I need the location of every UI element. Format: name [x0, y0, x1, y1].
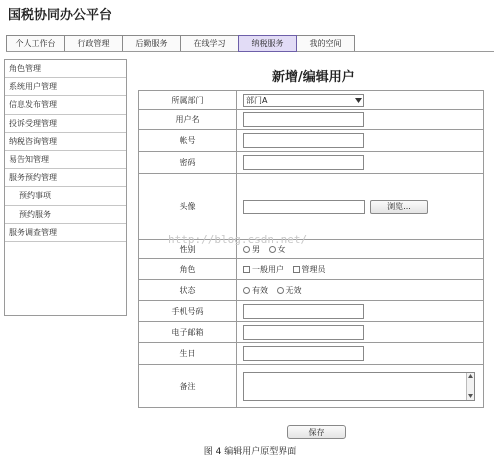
department-label: 所属部门	[139, 91, 237, 110]
chevron-down-icon	[354, 95, 363, 106]
sidebar-item-system-user-management[interactable]: 系统用户管理	[5, 78, 126, 96]
checkbox-icon	[243, 266, 250, 273]
page-title: 新增/编辑用户	[272, 70, 355, 85]
password-label: 密码	[139, 152, 237, 174]
gender-option-female[interactable]: 女	[269, 244, 286, 255]
form-row-username	[139, 110, 484, 130]
form-row-account	[139, 130, 484, 152]
account-input[interactable]	[243, 133, 364, 148]
role-option-normal-user[interactable]: 一般用户	[243, 264, 284, 275]
form-row-phone	[139, 301, 484, 322]
status-option-valid[interactable]: 有效	[243, 285, 268, 296]
tab-logistics[interactable]: 后勤服务	[122, 35, 181, 52]
account-label: 帐号	[139, 130, 237, 152]
birthday-label: 生日	[139, 343, 237, 365]
sidebar-item-survey-management[interactable]: 服务调查管理	[5, 224, 126, 242]
department-select-value: 部门A	[246, 95, 268, 105]
department-select[interactable]	[243, 94, 364, 107]
figure-caption: 图 4 编辑用户原型界面	[203, 447, 297, 457]
username-label: 用户名	[139, 110, 237, 130]
avatar-file-input[interactable]	[243, 200, 365, 214]
browse-button[interactable]: 浏览...	[370, 200, 428, 214]
checkbox-icon	[293, 266, 300, 273]
remarks-scrollbar[interactable]	[466, 373, 474, 400]
gender-label: 性别	[139, 240, 237, 259]
radio-icon	[269, 246, 276, 253]
role-option-admin[interactable]: 管理员	[293, 264, 326, 275]
form-row-department	[139, 91, 484, 110]
form-row-birthday	[139, 343, 484, 365]
watermark: http://blog.csdn.net/	[168, 233, 308, 246]
username-input[interactable]	[243, 112, 364, 127]
form-row-remarks	[139, 365, 484, 408]
tab-online-learning[interactable]: 在线学习	[180, 35, 239, 52]
radio-icon	[243, 246, 250, 253]
avatar-label: 头像	[139, 174, 237, 240]
email-label: 电子邮箱	[139, 322, 237, 343]
remarks-label: 备注	[139, 365, 237, 408]
form-row-email	[139, 322, 484, 343]
sidebar-item-complaint-handling[interactable]: 投诉受理管理	[5, 115, 126, 133]
tab-administration[interactable]: 行政管理	[64, 35, 123, 52]
form-row-status	[139, 280, 484, 301]
tab-personal-workbench[interactable]: 个人工作台	[6, 35, 65, 52]
tab-tax-service[interactable]: 纳税服务	[238, 35, 297, 52]
sidebar-item-appointment-management[interactable]: 服务预约管理	[5, 169, 126, 187]
form-row-role	[139, 259, 484, 280]
gender-option-male[interactable]: 男	[243, 244, 260, 255]
status-option-invalid[interactable]: 无效	[277, 285, 302, 296]
email-input[interactable]	[243, 325, 364, 340]
sidebar-item-role-management[interactable]: 角色管理	[5, 60, 126, 78]
sidebar-item-appointment-items[interactable]: 预约事项	[5, 187, 126, 205]
sidebar-item-notice-management[interactable]: 易告知管理	[5, 151, 126, 169]
app-title: 国税协同办公平台	[8, 8, 113, 23]
phone-label: 手机号码	[139, 301, 237, 322]
radio-icon	[243, 287, 250, 294]
password-input[interactable]	[243, 155, 364, 170]
role-label: 角色	[139, 259, 237, 280]
form-row-password	[139, 152, 484, 174]
radio-icon	[277, 287, 284, 294]
sidebar-item-tax-consulting[interactable]: 纳税咨询管理	[5, 133, 126, 151]
tab-my-space[interactable]: 我的空间	[296, 35, 355, 52]
sidebar-item-info-publishing[interactable]: 信息发布管理	[5, 96, 126, 114]
status-label: 状态	[139, 280, 237, 301]
scroll-up-icon[interactable]	[467, 373, 474, 380]
scroll-down-icon[interactable]	[467, 393, 474, 400]
save-button[interactable]: 保存	[287, 425, 346, 439]
sidebar-item-appointment-service[interactable]: 预约服务	[5, 206, 126, 224]
main-nav-tabs	[6, 35, 354, 52]
birthday-input[interactable]	[243, 346, 364, 361]
sidebar	[4, 59, 127, 316]
user-form	[138, 90, 484, 408]
form-row-avatar	[139, 174, 484, 240]
phone-input[interactable]	[243, 304, 364, 319]
remarks-textarea[interactable]	[243, 372, 475, 401]
